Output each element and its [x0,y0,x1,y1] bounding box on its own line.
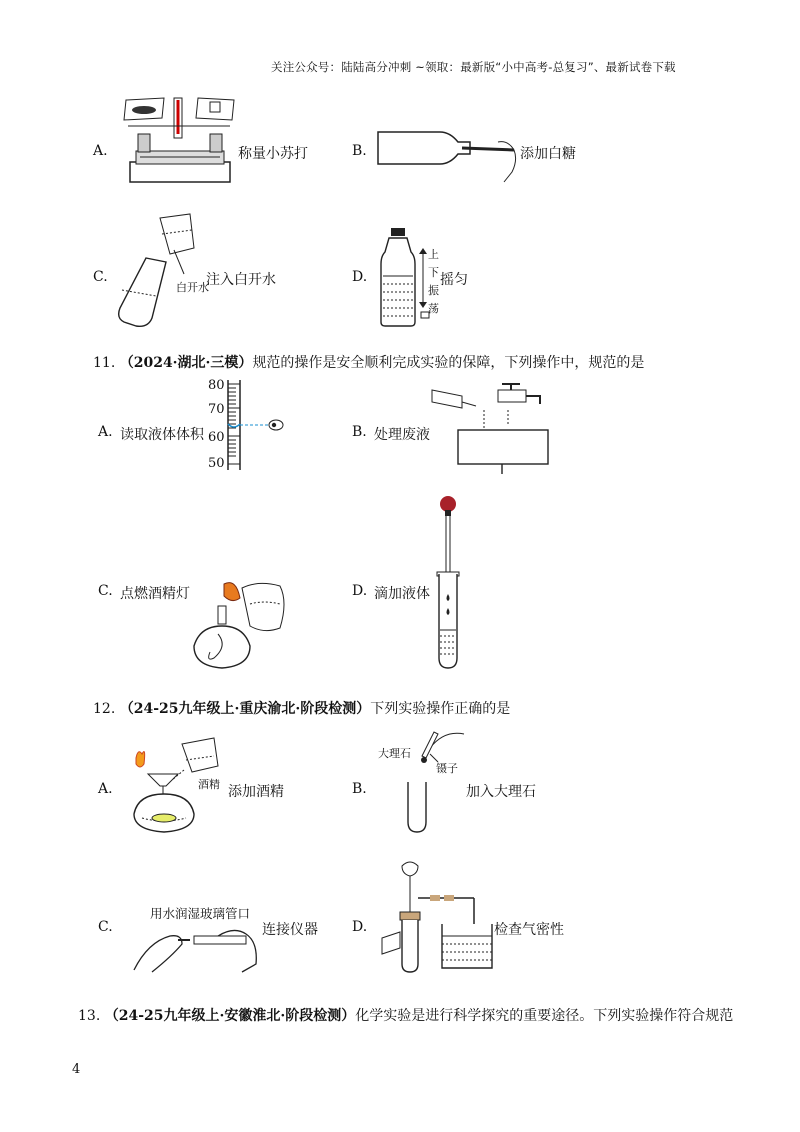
connect-tube-illustration [130,920,264,974]
shake-arrow-icon [418,248,428,308]
shake-label-2: 下 [428,266,439,279]
bottle-sugar-illustration [374,128,524,188]
option-d-caption: 摇匀 [440,272,468,288]
q12-source: （24-25九年级上·重庆渝北·阶段检测） [119,701,371,717]
shake-label-4: 荡 [428,302,439,315]
option-d-letter: D. [352,269,368,285]
light-lamp-illustration [184,574,296,674]
shake-label-3: 振 [428,284,439,297]
q12-option-b-tag1: 大理石 [378,747,411,760]
q11-number: 11. [93,355,116,371]
q13-number: 13. [78,1008,101,1024]
airtight-check-illustration [378,858,494,976]
q12-number: 12. [93,701,116,717]
q12-option-d-letter: D. [352,919,368,935]
option-b-caption: 添加白糖 [520,146,576,162]
option-a-caption: 称量小苏打 [238,146,308,162]
q11-option-a-caption: 读取液体体积 [120,427,204,443]
q11-option-d-caption: 滴加液体 [374,586,430,602]
option-c-letter: C. [93,269,108,285]
q12-stem: 下列实验操作正确的是 [370,701,511,717]
shake-label-1: 上 [428,248,439,261]
waste-liquid-sink-illustration [428,382,548,476]
option-b-letter: B. [352,143,367,159]
scale-tick-60: 60 [208,430,225,445]
page-number: 4 [72,1062,81,1077]
scale-tick-70: 70 [208,402,225,417]
q11-option-a-letter: A. [98,424,113,440]
page-header: 关注公众号：陆陆高分冲刺 ~领取：最新版“小中高考-总复习”、最新试卷下载 [271,60,676,74]
pour-water-illustration [112,210,212,332]
q12-option-b-tag2: 镊子 [436,762,458,775]
option-c-tag: 白开水 [176,281,209,294]
q11-option-b-caption: 处理废液 [374,427,430,443]
q12-line [93,698,510,718]
q12-option-a-caption: 添加酒精 [228,784,284,800]
option-c-caption: 注入白开水 [206,272,276,288]
balance-illustration [118,96,238,186]
dropper-tube-illustration [430,494,466,670]
q12-option-c-caption: 连接仪器 [262,922,318,938]
q12-option-c-letter: C. [98,919,113,935]
option-a-letter: A. [93,143,108,159]
q12-option-a-tag: 酒精 [198,778,220,791]
q13-line [78,1005,733,1025]
q11-option-c-letter: C. [98,583,113,599]
q11-line [93,352,644,372]
q12-option-b-letter: B. [352,781,367,797]
q12-option-a-letter: A. [98,781,113,797]
q12-option-c-tag: 用水润湿玻璃管口 [150,906,251,921]
q11-option-d-letter: D. [352,583,368,599]
q11-option-b-letter: B. [352,424,367,440]
scale-tick-50: 50 [208,456,225,471]
q11-stem: 规范的操作是安全顺利完成实验的保障，下列操作中，规范的是 [252,355,645,371]
q12-option-b-caption: 加入大理石 [466,784,536,800]
q13-source: （24-25九年级上·安徽淮北·阶段检测） [104,1008,356,1024]
scale-tick-80: 80 [208,378,225,393]
add-marble-illustration [404,726,466,836]
q11-option-c-caption: 点燃酒精灯 [120,586,190,602]
q12-option-d-caption: 检查气密性 [494,922,564,938]
q13-stem: 化学实验是进行科学探究的重要途径。下列实验操作符合规范 [355,1008,734,1024]
q11-source: （2024·湖北·三模） [119,355,253,371]
